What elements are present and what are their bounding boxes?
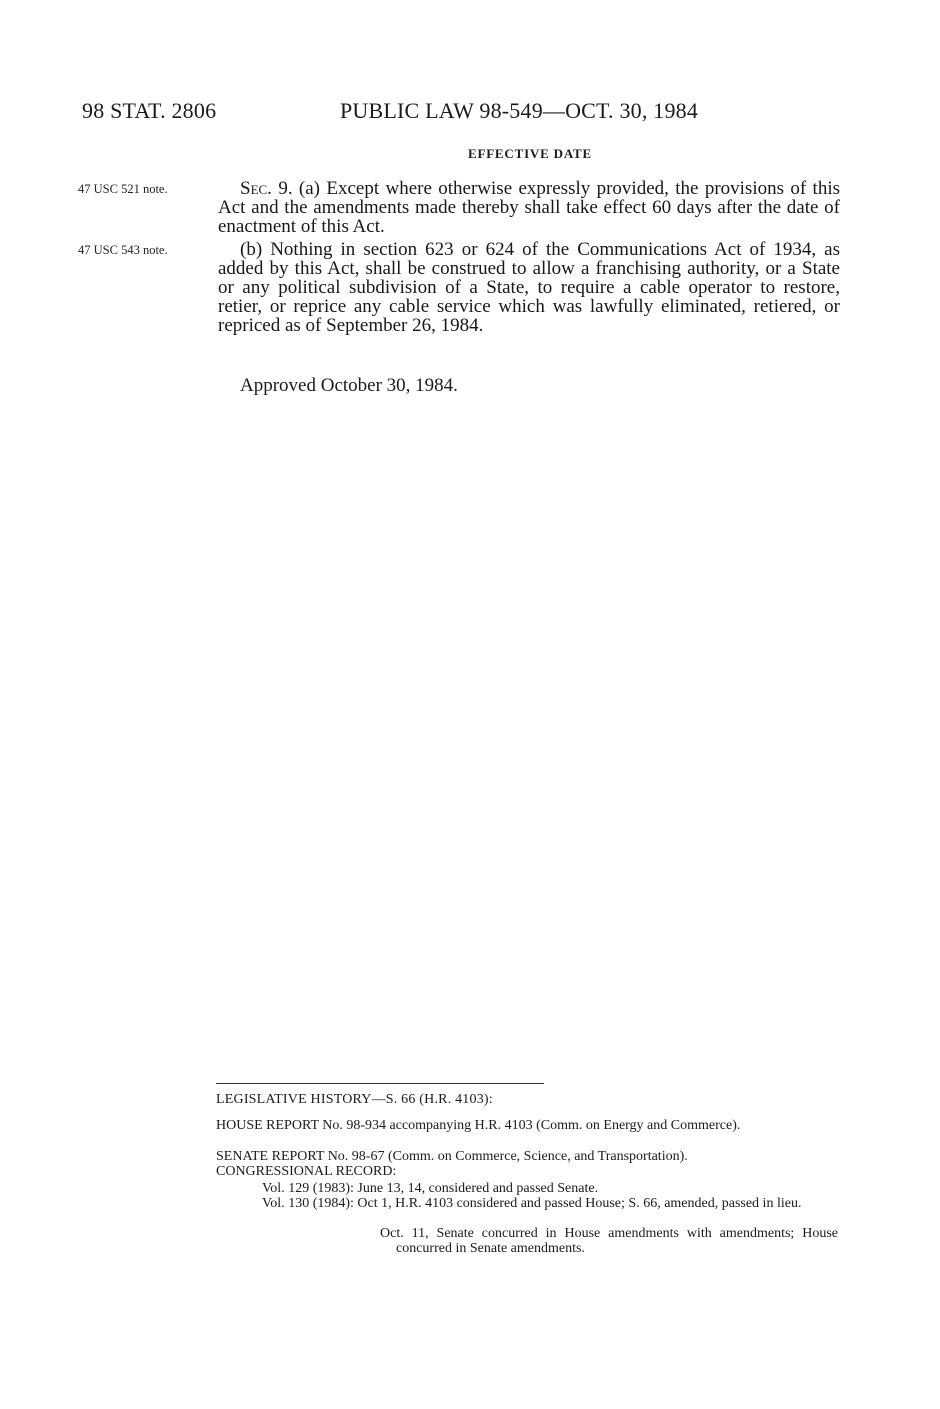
section-9-paragraph-a [218, 179, 840, 236]
record-vol-130-text: Vol. 130 (1984): Oct 1, H.R. 4103 considered and passed House; S. 66, amended, passed in lieu. [262, 1196, 802, 1211]
paragraph-b-text: (b) Nothing in section 623 or 624 of the Communications Act of 1934, as added by this Act, shall be construed to allow a franchising authority, or a State or any political subdivision of a State, to require a cable operator to restore, retier, or reprice any cable service which was lawfully eliminated, retiered, or repriced as of September 26, 1984. [218, 239, 840, 336]
house-report-text: HOUSE REPORT No. 98-934 accompanying H.R. 4103 (Comm. on Energy and Commerce). [216, 1118, 741, 1133]
margin-note-521: 47 USC 521 note. [78, 182, 168, 196]
statute-page-number: 98 STAT. 2806 [82, 98, 217, 123]
paragraph-a-text: 9. (a) Except where otherwise expressly provided, the provisions of this Act and the amendments made thereby shall take effect 60 days after the date of enactment of this Act. [218, 178, 841, 237]
legislative-history-title: LEGISLATIVE HISTORY—S. 66 (H.R. 4103): [216, 1092, 493, 1107]
record-vol-130 [262, 1197, 836, 1212]
congressional-record-label: CONGRESSIONAL RECORD: [216, 1164, 397, 1179]
senate-report: SENATE REPORT No. 98-67 (Comm. on Commerce, Science, and Transportation). [216, 1149, 688, 1164]
page-title: PUBLIC LAW 98-549—OCT. 30, 1984 [340, 98, 699, 123]
house-report [216, 1119, 836, 1134]
record-oct-11-text: Oct. 11, Senate concurred in House amendments with amendments; House concurred in Senate amendments. [380, 1226, 838, 1256]
section-label: Sec. [240, 178, 272, 199]
divider-rule [216, 1083, 544, 1084]
approval-date: Approved October 30, 1984. [240, 375, 458, 396]
section-9-paragraph-b [218, 240, 840, 335]
record-vol-129: Vol. 129 (1983): June 13, 14, considered and passed Senate. [262, 1181, 599, 1196]
record-oct-11 [380, 1227, 838, 1256]
section-heading: EFFECTIVE DATE [467, 146, 592, 161]
margin-note-543: 47 USC 543 note. [78, 243, 168, 257]
